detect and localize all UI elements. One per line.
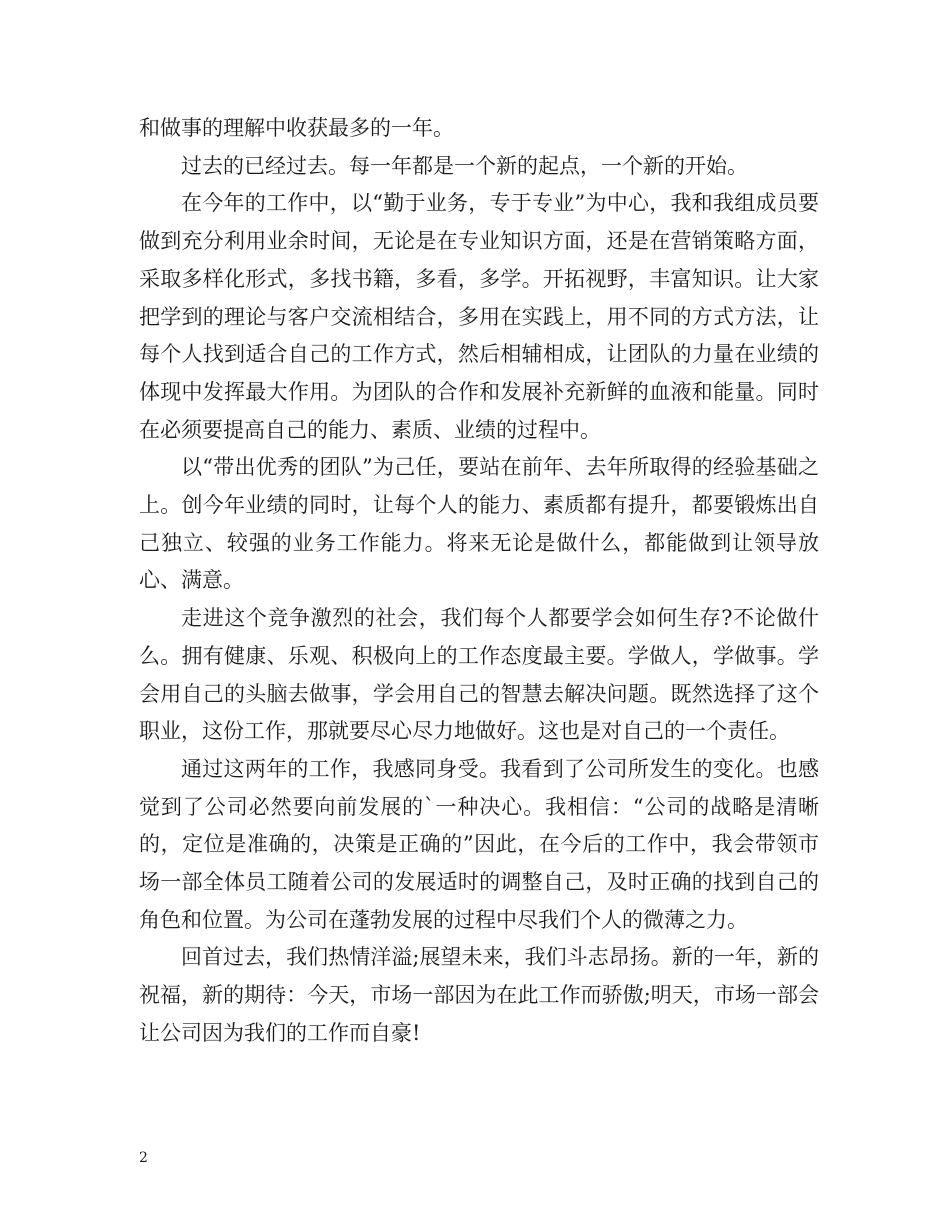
paragraph: 过去的已经过去。每一年都是一个新的起点，一个新的开始。: [181, 153, 748, 178]
paragraph: 回首过去，我们热情洋溢;展望未来，我们斗志昂扬。新的一年，新的祝福，新的期待：今天，市场一部因为在此工作而骄傲;明天，市场一部会让公司因为我们的工作而自豪!: [139, 945, 819, 1045]
body-text: [139, 110, 819, 1053]
paragraph: 通过这两年的工作，我感同身受。我看到了公司所发生的变化。也感觉到了公司必然要向前发展的`一种决心。我相信：“公司的战略是清晰的，定位是准确的，决策是正确的”因此，在今后的工作中，我会带领市场一部全体员工随着公司的发展适时的调整自己，及时正确的找到自己的角色和位置。为公司在蓬勃发展的过程中尽我们个人的微薄之力。: [139, 756, 819, 932]
paragraph: 走进这个竞争激烈的社会，我们每个人都要学会如何生存?不论做什么。拥有健康、乐观、积极向上的工作态度最主要。学做人，学做事。学会用自己的头脑去做事，学会用自己的智慧去解决问题。既然选择了这个职业，这份工作，那就要尽心尽力地做好。这也是对自己的一个责任。: [139, 606, 819, 744]
paragraph: 在今年的工作中，以“勤于业务，专于专业”为中心，我和我组成员要做到充分利用业余时间，无论是在专业知识方面，还是在营销策略方面，采取多样化形式，多找书籍，多看，多学。开拓视野，丰富知识。让大家把学到的理论与客户交流相结合，多用在实践上，用不同的方式方法，让每个人找到适合自己的工作方式，然后相辅相成，让团队的力量在业绩的体现中发挥最大作用。为团队的合作和发展补充新鲜的血液和能量。同时在必须要提高自己的能力、素质、业绩的过程中。: [139, 191, 819, 442]
paragraph: 以“带出优秀的团队”为己任，要站在前年、去年所取得的经验基础之上。创今年业绩的同时，让每个人的能力、素质都有提升，都要锻炼出自己独立、较强的业务工作能力。将来无论是做什么，都能做到让领导放心、满意。: [139, 455, 819, 593]
page-number: 2: [139, 1150, 148, 1166]
paragraph: 和做事的理解中收获最多的一年。: [139, 116, 454, 140]
